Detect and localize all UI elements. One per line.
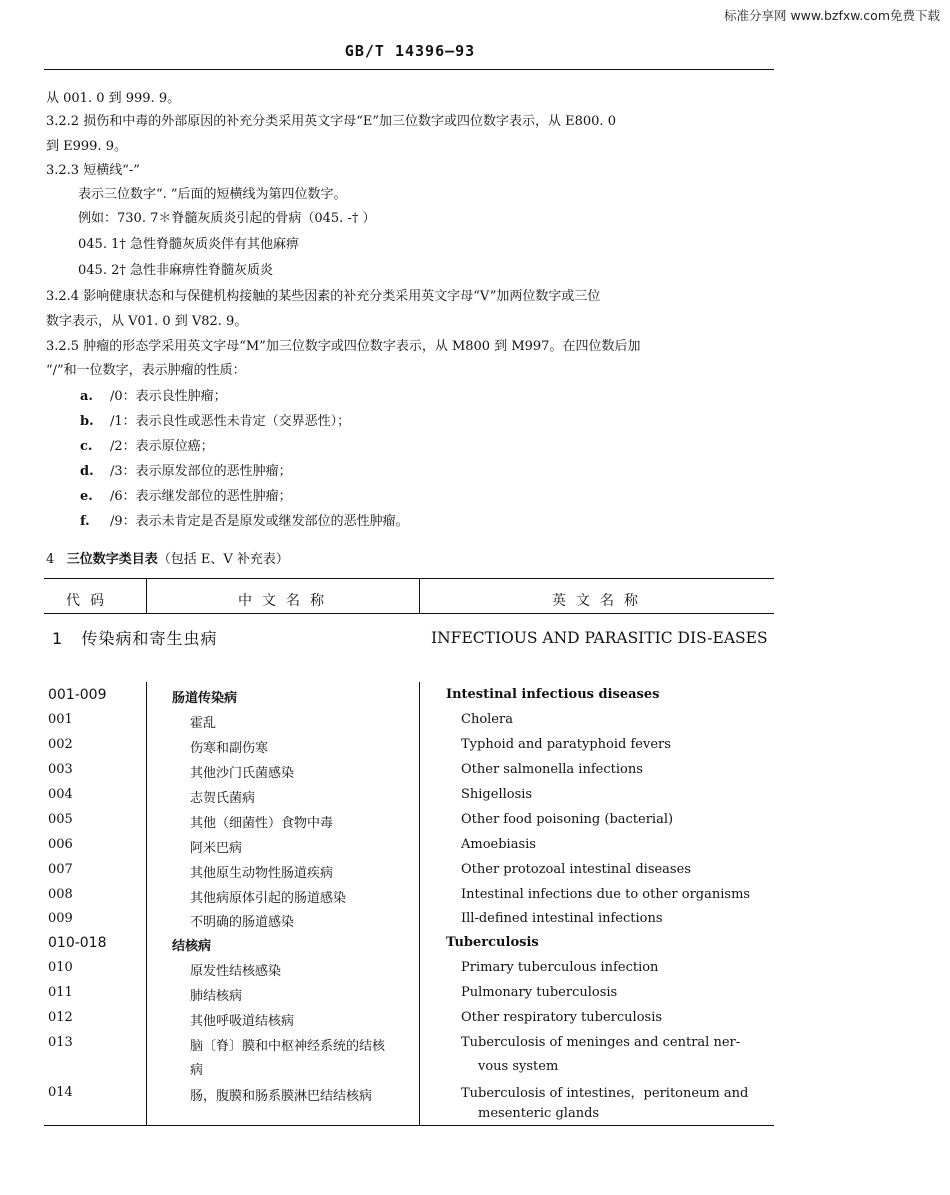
table-row-code: 010 [48,960,73,975]
column-divider [146,682,147,1125]
table-bottom-rule [44,1125,774,1126]
clause-3-2-2: 3.2.2 损伤和中毒的外部原因的补充分类采用英文字母“E”加三位数字或四位数字表示，从 E800. 0 [46,114,616,129]
clause-3-2-4-cont: 数字表示，从 V01. 0 到 V82. 9。 [46,314,248,329]
group-cn: 肠道传染病 [172,691,238,706]
standard-number: GB/T 14396—93 [344,42,476,60]
table-row-code: 011 [48,985,73,1000]
list-item: /9：表示未肯定是否是原发或继发部位的恶性肿瘤。 [110,514,409,529]
table-row-cn: 不明确的肠道感染 [190,915,295,930]
clause-3-2-5-cont: “/”和一位数字，表示肿瘤的性质： [46,363,246,378]
group-code: 001-009 [48,687,107,703]
watermark: 标准分享网 www.bzfxw.com免费下载 [723,8,940,23]
section-number: 4 [46,552,55,567]
group-en: Tuberculosis [446,935,539,950]
list-item-letter: f. [80,514,90,529]
group-code: 010-018 [48,935,107,951]
table-row-en: Amoebiasis [461,837,536,852]
clause-3-2-4: 3.2.4 影响健康状态和与保健机构接触的某些因素的补充分类采用英文字母“V”加两位数字或三位 [46,289,601,304]
group-cn: 结核病 [172,939,212,954]
table-row-en: Cholera [461,712,513,727]
table-row-cn: 其他呼吸道结核病 [190,1014,295,1029]
table-row-code: 003 [48,762,73,777]
table-row-code: 008 [48,887,73,902]
header-divider [419,578,420,613]
table-row-code: 004 [48,787,73,802]
table-row-cn: 其他病原体引起的肠道感染 [190,891,347,906]
table-row-code: 009 [48,911,73,926]
clause-3-2-2-cont: 到 E999. 9。 [46,139,127,154]
table-row-en: Primary tuberculous infection [461,960,659,975]
table-row-cn: 肠，腹膜和肠系膜淋巴结结核病 [190,1089,373,1104]
section-title: 三位数字类目表 [66,552,158,567]
paragraph-range: 从 001. 0 到 999. 9。 [46,91,181,106]
table-row-code: 007 [48,862,73,877]
table-row-cn: 肺结核病 [190,989,243,1004]
header-rule [44,69,774,70]
chapter-code: 1 [52,629,64,648]
table-row-en-cont: mesenteric glands [478,1106,600,1121]
table-row-en: Other protozoal intestinal diseases [461,862,691,877]
table-row-en: Other respiratory tuberculosis [461,1010,663,1025]
table-row-en-cont: vous system [478,1059,559,1074]
clause-3-2-3-heading: 3.2.3 短横线“-” [46,163,140,178]
column-header-en: 英文名称 [552,593,648,609]
table-row-cn: 霍乱 [190,716,217,731]
table-row-cn: 原发性结核感染 [190,964,282,979]
table-row-cn-cont: 病 [190,1063,204,1078]
clause-3-2-5: 3.2.5 肿瘤的形态学采用英文字母“M”加三位数字或四位数字表示，从 M800 到 M997。在四位数后加 [46,339,641,354]
chapter-row [52,626,217,649]
clause-3-2-3-line3: 045. 1† 急性脊髓灰质炎伴有其他麻痹 [78,237,299,252]
table-row-en: Intestinal infections due to other organisms [461,887,751,902]
table-row-cn: 阿米巴病 [190,841,243,856]
table-row-en: Shigellosis [461,787,533,802]
table-row-en: Other food poisoning (bacterial) [461,812,674,827]
column-header-cn: 中文名称 [238,593,334,609]
table-row-code: 005 [48,812,73,827]
list-item-letter: a. [80,389,93,404]
table-row-en: Pulmonary tuberculosis [461,985,618,1000]
table-row-code: 012 [48,1010,73,1025]
section-4-heading [46,548,289,567]
list-item: /1：表示良性或恶性未肯定（交界恶性）； [110,414,351,429]
list-item-letter: d. [80,464,94,479]
chapter-en: INFECTIOUS AND PARASITIC DIS-EASES [431,629,768,647]
table-top-rule [44,578,774,579]
table-row-en: Typhoid and paratyphoid fevers [461,737,671,752]
list-item: /2：表示原位癌； [110,439,214,454]
table-row-code: 002 [48,737,73,752]
column-divider [419,682,420,1125]
table-row-code: 001 [48,712,73,727]
column-header-code: 代码 [66,593,114,609]
table-row-en: Tuberculosis of meninges and central ner- [461,1035,741,1050]
table-row-en: Ill-defined intestinal infections [461,911,663,926]
table-row-code: 013 [48,1035,73,1050]
table-row-code: 006 [48,837,73,852]
table-row-cn: 其他沙门氏菌感染 [190,766,295,781]
table-row-code: 014 [48,1085,73,1100]
table-row-en: Other salmonella infections [461,762,643,777]
clause-3-2-3-line4: 045. 2† 急性非麻痹性脊髓灰质炎 [78,263,273,278]
list-item: /6：表示继发部位的恶性肿瘤； [110,489,292,504]
list-item: /0：表示良性肿瘤； [110,389,227,404]
header-divider [146,578,147,613]
table-row-cn: 脑〔脊〕膜和中枢神经系统的结核 [190,1039,386,1054]
table-header-rule [44,613,774,614]
table-row-cn: 伤寒和副伤寒 [190,741,269,756]
list-item-letter: e. [80,489,93,504]
group-en: Intestinal infectious diseases [446,687,660,702]
table-row-cn: 志贺氏菌病 [190,791,256,806]
list-item-letter: b. [80,414,94,429]
section-note: （包括 E、V 补充表） [157,552,289,567]
list-item: /3：表示原发部位的恶性肿瘤； [110,464,292,479]
table-row-cn: 其他（细菌性）食物中毒 [190,816,334,831]
clause-3-2-3-example: 例如：730. 7＊脊髓灰质炎引起的骨病（045. -† ） [78,211,376,226]
list-item-letter: c. [80,439,93,454]
chapter-cn: 传染病和寄生虫病 [81,629,218,648]
table-row-en: Tuberculosis of intestines，peritoneum and [461,1086,749,1101]
table-row-cn: 其他原生动物性肠道疾病 [190,866,334,881]
clause-3-2-3-line1: 表示三位数字“. ”后面的短横线为第四位数字。 [78,187,347,202]
